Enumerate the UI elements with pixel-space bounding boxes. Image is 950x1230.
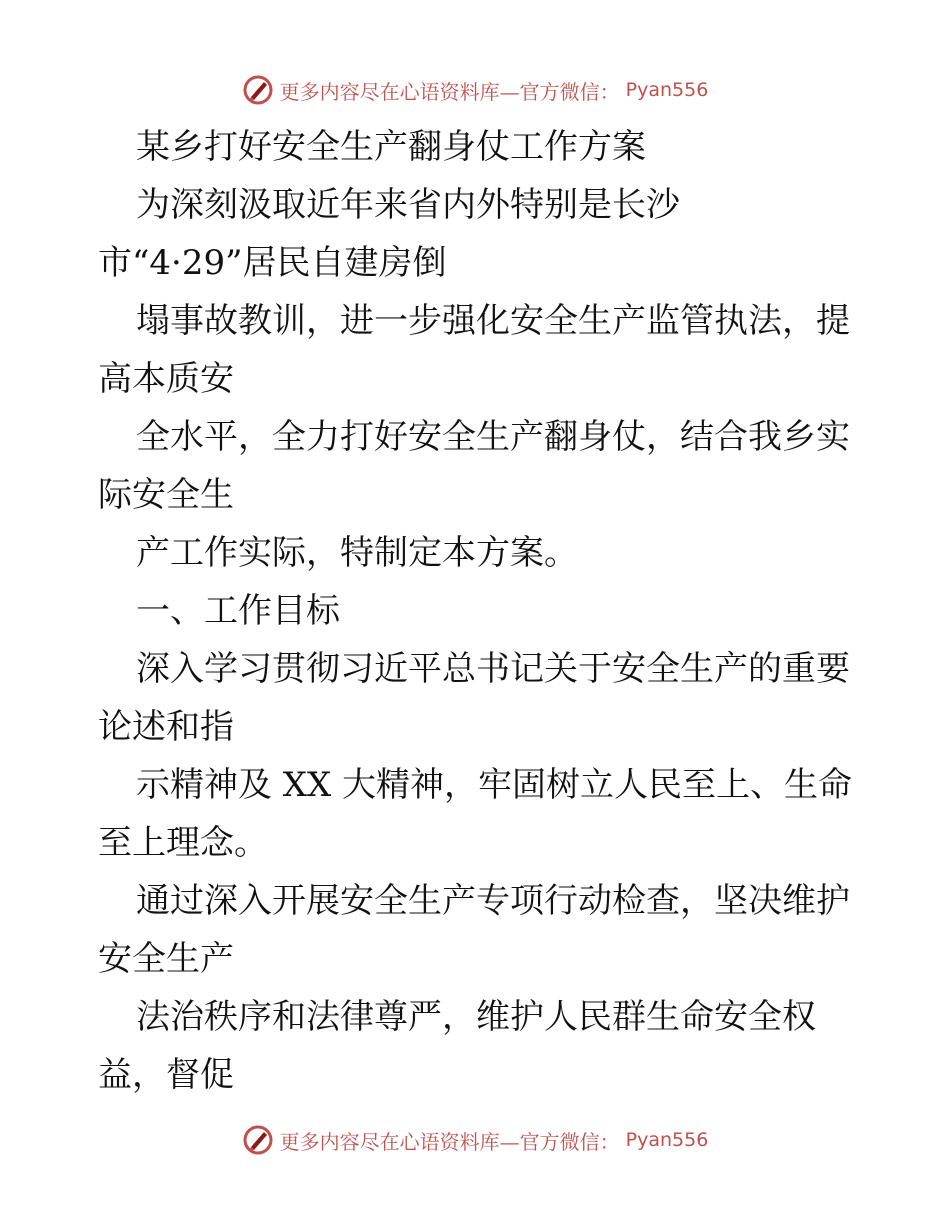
document-line: 法治秩序和法律尊严，维护人民群生命安全权: [136, 997, 816, 1037]
document-line: 产工作实际，特制定本方案。: [136, 533, 578, 573]
document-line: 示精神及 XX 大精神，牢固树立人民至上、生命: [136, 765, 853, 805]
document-body: [98, 118, 858, 1104]
document-line: 某乡打好安全生产翻身仗工作方案: [136, 127, 646, 167]
document-line: 一、工作目标: [136, 591, 340, 631]
document-line: 为深刻汲取近年来省内外特别是长沙: [136, 185, 680, 225]
document-line: 益，督促: [98, 1055, 234, 1095]
red-pen-swirl-logo-icon: [242, 1124, 274, 1156]
document-line: 至上理念。: [98, 823, 268, 863]
watermark-handle: Pyan556: [625, 79, 709, 101]
watermark-handle: Pyan556: [625, 1129, 709, 1151]
header-watermark-banner: [0, 74, 950, 106]
footer-watermark-banner: [0, 1124, 950, 1156]
document-line: 通过深入开展安全生产专项行动检查，坚决维护: [136, 881, 850, 921]
watermark-text: 更多内容尽在心语资料库—官方微信：: [279, 1129, 620, 1154]
document-line: 安全生产: [98, 939, 234, 979]
document-line: 论述和指: [98, 707, 234, 747]
document-line: 塌事故教训，进一步强化安全生产监管执法，提: [136, 301, 850, 341]
watermark-text: 更多内容尽在心语资料库—官方微信：: [279, 79, 620, 104]
red-pen-swirl-logo-icon: [242, 74, 274, 106]
document-line: 全水平，全力打好安全生产翻身仗，结合我乡实: [136, 417, 850, 457]
document-line: 高本质安: [98, 359, 234, 399]
document-line: 深入学习贯彻习近平总书记关于安全生产的重要: [136, 649, 850, 689]
document-line: 市“4·29”居民自建房倒: [98, 243, 447, 283]
document-line: 际安全生: [98, 475, 234, 515]
